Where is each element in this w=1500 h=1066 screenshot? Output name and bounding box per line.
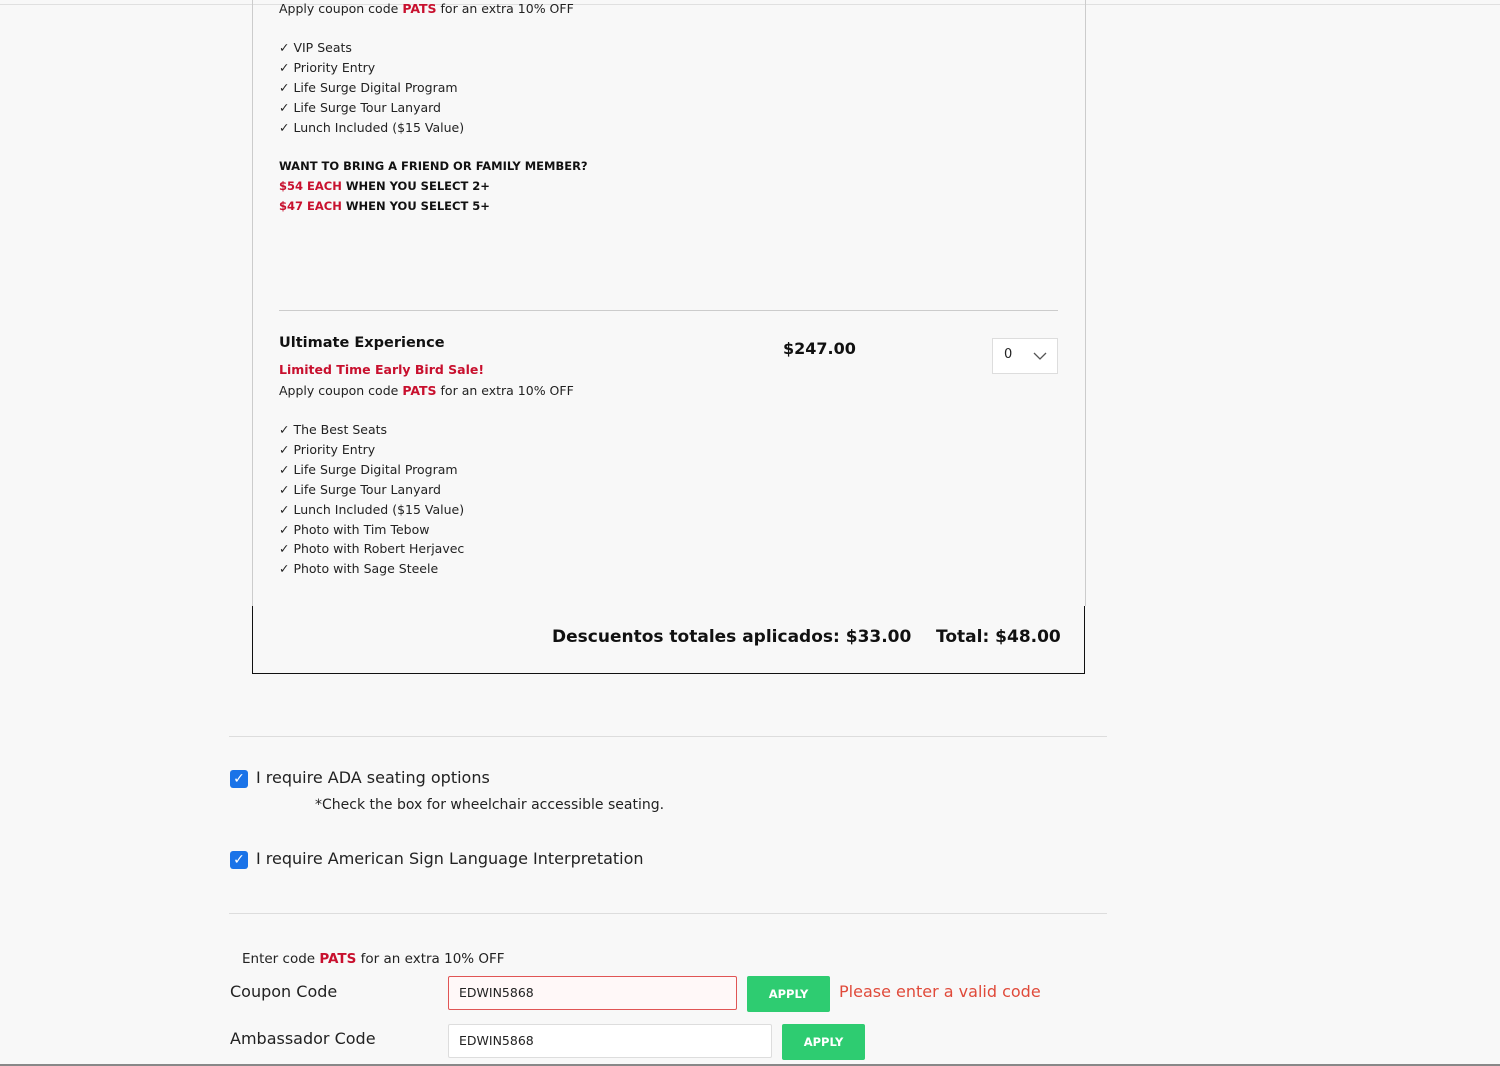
coupon-hint: [242, 951, 505, 967]
tier-price: $54 EACH: [279, 178, 342, 193]
feature-item: ✓ Life Surge Tour Lanyard: [279, 481, 441, 497]
quantity-value: 0: [1004, 347, 1013, 362]
vip-coupon-note: [279, 0, 574, 19]
coupon-code-highlight: PATS: [402, 1, 437, 16]
feature-item: ✓ Life Surge Tour Lanyard: [279, 99, 441, 115]
discounts-total: Descuentos totales aplicados: $33.00: [552, 627, 912, 647]
coupon-error-message: Please enter a valid code: [839, 982, 1041, 1001]
coupon-code-highlight: PATS: [319, 951, 357, 967]
ultimate-coupon-note: [279, 381, 574, 401]
text: Apply coupon code: [279, 383, 403, 398]
text: Apply coupon code: [279, 1, 403, 16]
ticket-price: $247.00: [783, 339, 856, 358]
divider: [229, 736, 1107, 737]
quantity-select[interactable]: [992, 338, 1058, 374]
text: for an extra 10% OFF: [356, 951, 505, 967]
divider: [229, 913, 1107, 914]
group-pricing: [279, 157, 588, 216]
ada-label[interactable]: I require ADA seating options: [256, 768, 490, 787]
apply-coupon-button[interactable]: APPLY: [747, 976, 830, 1012]
order-total: Total: $48.00: [936, 627, 1061, 647]
ticket-divider: [279, 310, 1058, 311]
text: Enter code: [242, 951, 320, 967]
feature-item: ✓ Lunch Included ($15 Value): [279, 119, 465, 135]
feature-item: ✓ Photo with Robert Herjavec: [279, 541, 465, 557]
feature-item: ✓ Lunch Included ($15 Value): [279, 501, 465, 517]
coupon-code-highlight: PATS: [402, 383, 437, 398]
ambassador-code-label: Ambassador Code: [230, 1029, 376, 1048]
ultimate-feature-list: [279, 420, 464, 579]
ada-checkbox[interactable]: ✓: [230, 770, 248, 788]
feature-item: ✓ Life Surge Digital Program: [279, 461, 458, 477]
sale-badge: Limited Time Early Bird Sale!: [279, 362, 485, 377]
feature-item: ✓ VIP Seats: [279, 40, 352, 55]
tier-text: WHEN YOU SELECT 2+: [341, 178, 490, 193]
feature-item: ✓ Life Surge Digital Program: [279, 79, 458, 95]
text: for an extra 10% OFF: [436, 1, 574, 16]
apply-ambassador-button[interactable]: APPLY: [782, 1024, 865, 1060]
ticket-title: Ultimate Experience: [279, 335, 445, 351]
vip-feature-list: [279, 38, 464, 138]
tier-text: WHEN YOU SELECT 5+: [341, 198, 490, 213]
asl-label[interactable]: I require American Sign Language Interpretation: [256, 849, 644, 868]
coupon-code-label: Coupon Code: [230, 982, 338, 1001]
tier-price: $47 EACH: [279, 198, 342, 213]
friend-heading: WANT TO BRING A FRIEND OR FAMILY MEMBER?: [279, 159, 588, 173]
feature-item: ✓ Priority Entry: [279, 59, 376, 75]
feature-item: ✓ Priority Entry: [279, 441, 376, 457]
text: for an extra 10% OFF: [436, 383, 574, 398]
chevron-down-icon: [1033, 351, 1047, 361]
ambassador-code-input[interactable]: EDWIN5868: [448, 1024, 772, 1058]
feature-item: ✓ The Best Seats: [279, 422, 388, 437]
feature-item: ✓ Photo with Sage Steele: [279, 561, 439, 577]
asl-checkbox[interactable]: ✓: [230, 851, 248, 869]
ada-note: *Check the box for wheelchair accessible seating.: [315, 797, 665, 813]
feature-item: ✓ Photo with Tim Tebow: [279, 521, 430, 537]
coupon-code-input[interactable]: EDWIN5868: [448, 976, 737, 1010]
